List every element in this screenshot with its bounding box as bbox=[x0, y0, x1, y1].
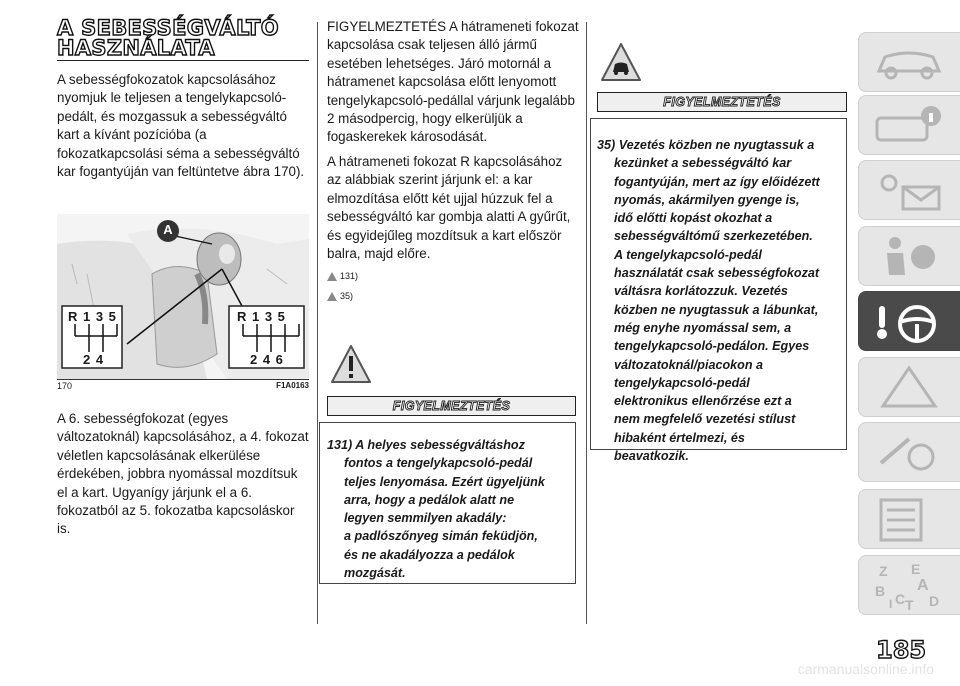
svg-text:T: T bbox=[905, 597, 914, 612]
figure-code: F1A0163 bbox=[276, 381, 309, 390]
tab-maintenance[interactable] bbox=[858, 422, 960, 482]
page-number: 185 bbox=[876, 636, 927, 664]
callout-a-label: A bbox=[163, 222, 173, 237]
dashboard-info-icon bbox=[869, 100, 949, 150]
warning-text: 35) Vezetés közben ne nyugtassuk a kezünket a sebességváltó kar fogantyúján, mert az így előidézett nyomás, akármilyen gyenge is, idő előtti kopást okozhat a sebességváltómű szerkezetében. A tengelykapcsoló-pedál használatát csak sebességfokozat váltásra korlátozzuk. Vezetés közben ne nyugtassuk a lábunkat, még enyhe nyomással sem, a tengelykapcsoló-pedálon. Egyes változatoknál/piacokon a tengelykapcsoló-pedál elektronikus ellenőrzése ezt a nem megfelelő vezetési stílust hibaként értelmezi, és beavatkozik. bbox=[597, 138, 820, 464]
svg-text:I: I bbox=[889, 597, 893, 611]
reference-list bbox=[327, 266, 358, 306]
emergency-triangle-icon bbox=[869, 362, 949, 412]
left-shift-pattern-bottom: 2 4 bbox=[83, 352, 105, 367]
reference-item[interactable]: 131) bbox=[327, 266, 358, 286]
figure-number: 170 bbox=[57, 381, 73, 391]
airbag-person-icon bbox=[869, 231, 949, 281]
tab-starting-driving[interactable] bbox=[858, 291, 960, 351]
reference-item[interactable]: 35) bbox=[327, 286, 358, 306]
svg-text:D: D bbox=[929, 593, 940, 609]
svg-text:Z: Z bbox=[879, 563, 888, 579]
column-divider bbox=[586, 22, 587, 624]
gearshift-figure bbox=[57, 214, 309, 394]
warning-header: FIGYELMEZTETÉS bbox=[597, 92, 847, 112]
tools-car-icon bbox=[869, 427, 949, 477]
intro-paragraph: A sebességfokozatok kapcsolásához nyomjuk le teljesen a tengelykapcsoló-pedált, és mozgassuk a sebességváltó kart a kívánt pozícióba (a fokozatkapcsolási séma a sebességváltó kar fogantyúján van feltüntetve ábra 170). bbox=[57, 72, 305, 180]
svg-text:A: A bbox=[917, 577, 929, 594]
warning-triangle-icon bbox=[327, 272, 337, 281]
tab-emergency[interactable] bbox=[858, 357, 960, 417]
lights-envelope-icon bbox=[869, 165, 949, 215]
warning-text: 131) A helyes sebességváltáshoz fontos a tengelykapcsoló-pedál teljes lenyomása. Ezért ügyeljünk arra, hogy a pedálok alatt ne legyen semmilyen akadály: a padlószőnyeg simán feküdjön, és ne akadályozza a pedálok mozgását. bbox=[327, 438, 545, 581]
column-divider bbox=[317, 22, 318, 624]
svg-text:B: B bbox=[875, 583, 886, 599]
svg-text:E: E bbox=[911, 561, 921, 577]
warning-number: 131) bbox=[327, 438, 353, 452]
index-letters-icon bbox=[869, 560, 949, 612]
car-warning-triangle-icon bbox=[600, 42, 642, 82]
car-icon bbox=[869, 37, 949, 87]
left-shift-pattern-top: R 1 3 5 bbox=[68, 309, 117, 324]
sixth-gear-paragraph: A 6. sebességfokozat (egyes változatoknál) kapcsolásához, a 4. fokozat véletlen kapcsolásának elkerülése érdekében, jobbra nyomással mozdítsuk el a kart. Ugyanígy járjunk el a 6. fokozatból az 5. fokozatba kapcsoláskor is. bbox=[57, 411, 309, 537]
tab-car-overview[interactable] bbox=[858, 32, 960, 92]
reverse-gear-paragraph: A hátrameneti fokozat R kapcsolásához az alábbiak szerint járjunk el: a kar elmozdítása előtt két ujjal húzzuk fel a sebességváltó kar gombja alatti A gyűrűt, és egyidejűleg mozdítsuk a kart először balra, majd előre. bbox=[327, 154, 571, 262]
tab-airbag[interactable] bbox=[858, 226, 960, 286]
section-title: A SEBESSÉGVÁLTÓ HASZNÁLATA bbox=[57, 16, 279, 60]
svg-text:C: C bbox=[895, 591, 906, 607]
watermark: carmanualsonline.info bbox=[797, 661, 934, 677]
warning-header: FIGYELMEZTETÉS bbox=[327, 396, 576, 416]
key-steering-wheel-icon bbox=[869, 296, 949, 346]
right-shift-pattern-bottom: 2 4 6 bbox=[250, 352, 284, 367]
tab-technical-data[interactable] bbox=[858, 489, 960, 549]
right-shift-pattern-top: R 1 3 5 bbox=[237, 309, 286, 324]
exclamation-triangle-icon bbox=[330, 344, 372, 384]
tab-dashboard[interactable] bbox=[858, 95, 960, 155]
title-underline bbox=[57, 60, 309, 61]
checklist-icon bbox=[869, 494, 949, 544]
tab-safety-lights[interactable] bbox=[858, 160, 960, 220]
warning-number: 35) bbox=[597, 138, 616, 152]
tab-index[interactable] bbox=[858, 555, 960, 615]
warning-triangle-icon bbox=[327, 292, 337, 301]
reverse-warning-paragraph: FIGYELMEZTETÉS A hátrameneti fokozat kapcsolása csak teljesen álló jármű esetében lehetséges. Járó motornál a hátramenet kapcsolása előtt lenyomott tengelykapcsoló-pedállal várjunk legalább 2 másodpercig, hogy elkerüljük a fogaskerekek károsodását. bbox=[327, 19, 579, 145]
